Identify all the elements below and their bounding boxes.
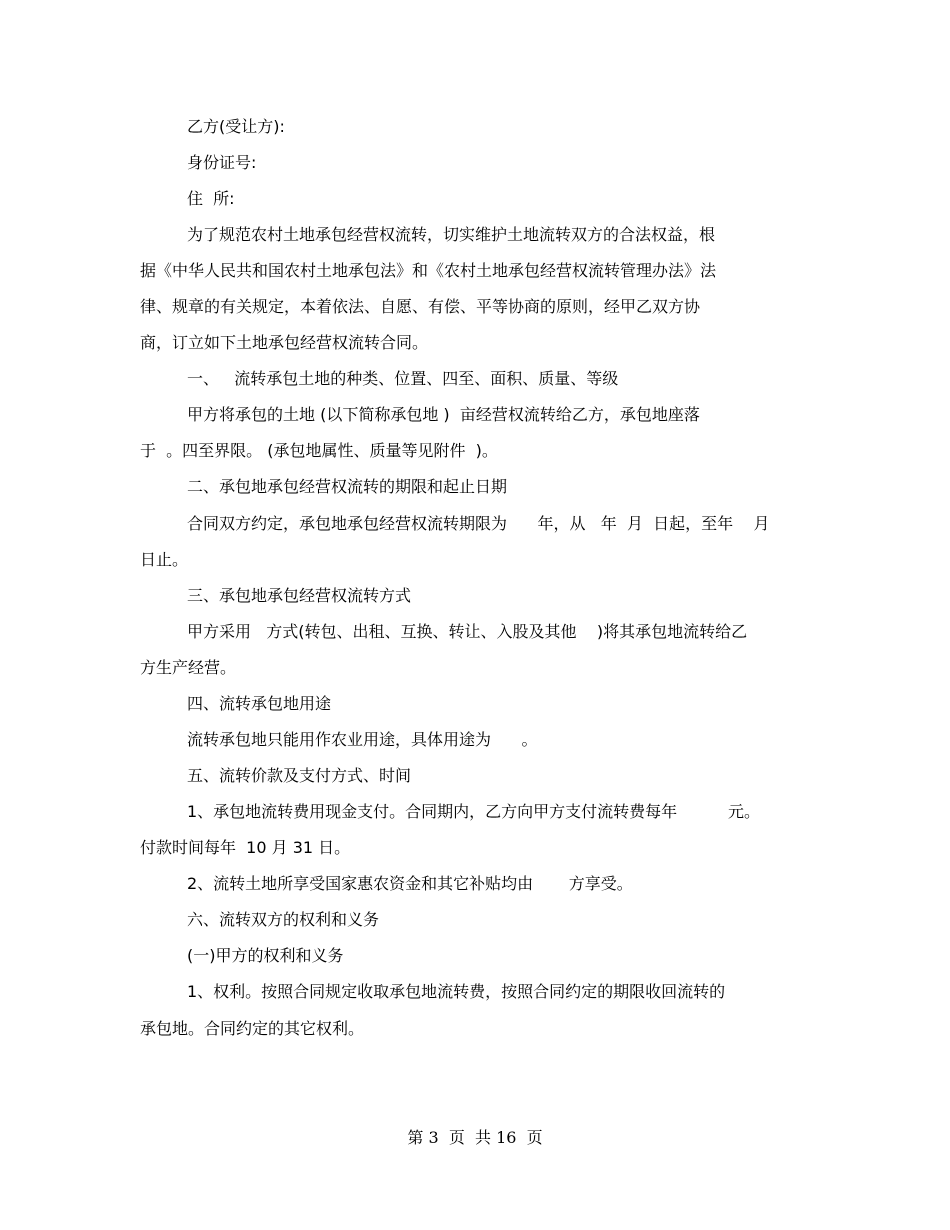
paragraph-line: 流转承包地只能用作农业用途，具体用途为 。 [187,730,538,749]
id-number-label: 身份证号: [187,153,257,172]
paragraph-line: 甲方将承包的土地 (以下简称承包地 ) 亩经营权流转给乙方，承包地座落 [187,405,700,424]
paragraph-line: 承包地。合同约定的其它权利。 [140,1019,365,1038]
paragraph-line: 日止。 [140,550,189,569]
paragraph-line: 律、规章的有关规定，本着依法、自愿、有偿、平等协商的原则，经甲乙双方协 [140,297,701,316]
section-heading: 五、流转价款及支付方式、时间 [187,766,412,785]
paragraph-line: 付款时间每年 10 月 31 日。 [140,838,351,857]
paragraph-line: 为了规范农村土地承包经营权流转，切实维护土地流转双方的合法权益，根 [187,225,716,244]
paragraph-line: 合同双方约定，承包地承包经营权流转期限为 年，从 年 月 日起，至年 月 [187,514,770,533]
page-footer: 第 3 页 共 16 页 [407,1128,543,1147]
paragraph-line: 1、权利。按照合同规定收取承包地流转费，按照合同约定的期限收回流转的 [187,982,726,1001]
paragraph-line: 商，订立如下土地承包经营权流转合同。 [140,333,429,352]
paragraph-line: 据《中华人民共和国农村土地承包法》和《农村土地承包经营权流转管理办法》法 [140,261,717,280]
paragraph-line: 于 。四至界限。 (承包地属性、质量等见附件 )。 [140,441,498,460]
address-label: 住 所: [187,189,235,208]
section-heading: 二、承包地承包经营权流转的期限和起止日期 [187,477,508,496]
section-heading: 六、流转双方的权利和义务 [187,910,380,929]
paragraph-line: 甲方采用 方式(转包、出租、互换、转让、入股及其他 )将其承包地流转给乙 [187,622,748,641]
paragraph-line: 方生产经营。 [140,658,237,677]
paragraph-line: 2、流转土地所享受国家惠农资金和其它补贴均由 方享受。 [187,874,633,893]
subsection-heading: (一)甲方的权利和义务 [187,946,344,965]
party-b-label: 乙方(受让方): [187,117,285,136]
section-heading: 三、承包地承包经营权流转方式 [187,586,412,605]
paragraph-line: 1、承包地流转费用现金支付。合同期内，乙方向甲方支付流转费每年 元。 [187,802,761,821]
section-heading: 一、 流转承包土地的种类、位置、四至、面积、质量、等级 [187,369,619,388]
section-heading: 四、流转承包地用途 [187,694,332,713]
